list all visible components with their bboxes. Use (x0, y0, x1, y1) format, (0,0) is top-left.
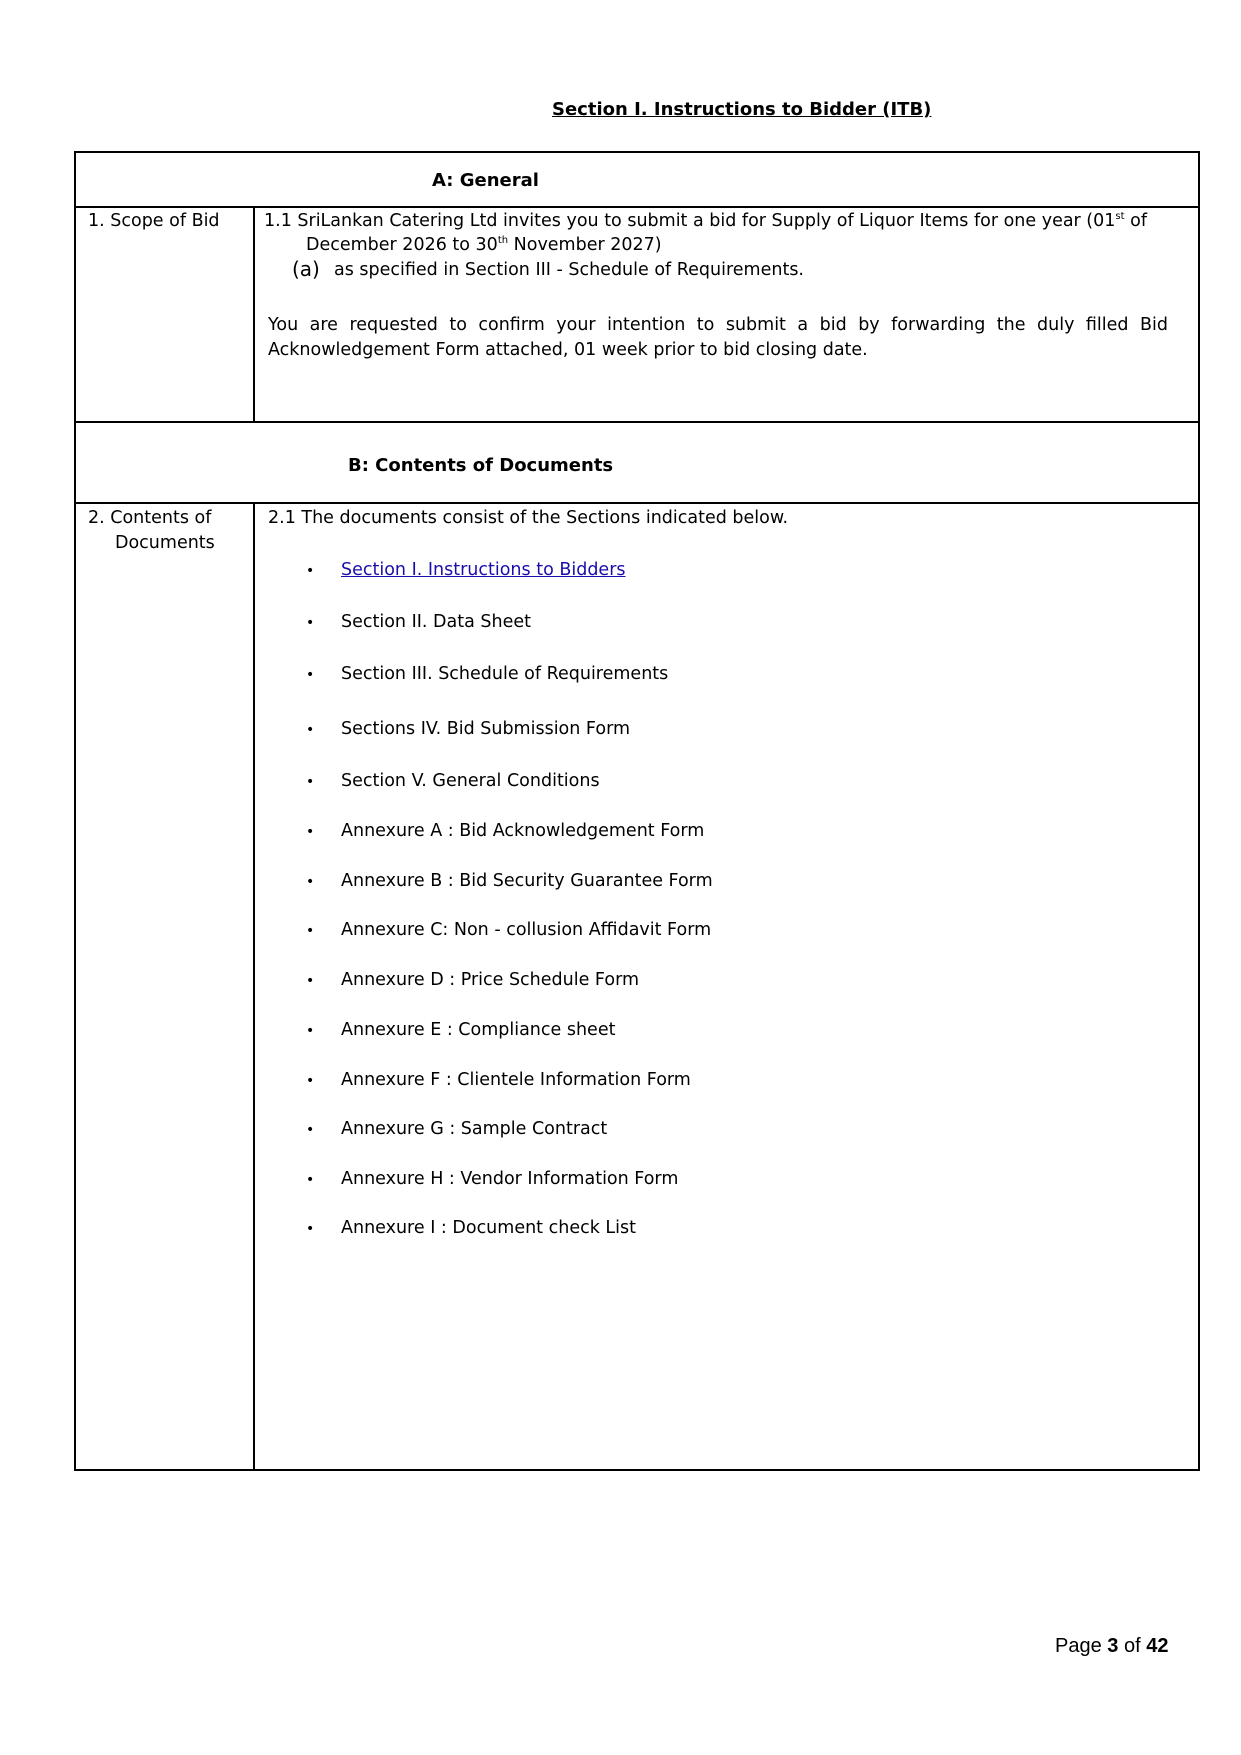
sub-item-text: as specified in Section III - Schedule of Requirements. (334, 260, 804, 280)
page-number: Page 3 of 42 (1055, 1635, 1169, 1657)
clause-2-label-line1: 2. Contents of (88, 508, 212, 528)
list-item-text: Sections IV. Bid Submission Form (341, 719, 630, 739)
bullet-icon: • (306, 667, 315, 683)
bullet-icon: • (306, 1172, 315, 1188)
clause-2-label-line2: Documents (115, 533, 215, 553)
section-i-link[interactable]: Section I. Instructions to Bidders (341, 560, 626, 580)
list-item-text: Annexure E : Compliance sheet (341, 1020, 616, 1040)
bullet-icon: • (306, 973, 315, 989)
clause-2-1-intro: 2.1 The documents consist of the Sections indicated below. (268, 508, 789, 528)
list-item-text: Annexure B : Bid Security Guarantee Form (341, 871, 713, 891)
list-item-text: Annexure I : Document check List (341, 1218, 636, 1238)
column-divider (253, 206, 255, 421)
list-item-text: Annexure G : Sample Contract (341, 1119, 608, 1139)
list-item-text: Annexure F : Clientele Information Form (341, 1070, 691, 1090)
list-item-text: Annexure C: Non - collusion Affidavit Form (341, 920, 712, 940)
bullet-icon: • (306, 563, 315, 579)
list-item-text: Section II. Data Sheet (341, 612, 531, 632)
column-divider (253, 502, 255, 1471)
bullet-icon: • (306, 722, 315, 738)
bullet-icon: • (306, 774, 315, 790)
row-divider (76, 206, 1198, 208)
list-item-text: Section III. Schedule of Requirements (341, 664, 669, 684)
acknowledgement-paragraph: You are requested to confirm your intention to submit a bid by forwarding the duly filled Bid Acknowledgement Form attached, 01 week prior to bid closing date. (268, 315, 1168, 360)
list-item-text: Section V. General Conditions (341, 771, 600, 791)
section-b-title: B: Contents of Documents (348, 455, 614, 476)
bullet-icon: • (306, 1073, 315, 1089)
clause-1-1-line1: 1.1 SriLankan Catering Ltd invites you to submit a bid for Supply of Liquor Items for one year (01st of (264, 211, 1147, 231)
itb-table (74, 151, 1200, 1471)
list-item-text: Annexure D : Price Schedule Form (341, 970, 640, 990)
section-a-title: A: General (432, 170, 539, 191)
sub-item-marker: (a) (292, 257, 320, 281)
bullet-icon: • (306, 923, 315, 939)
row-divider (76, 421, 1198, 423)
bullet-icon: • (306, 1221, 315, 1237)
bullet-icon: • (306, 615, 315, 631)
clause-1-label: 1. Scope of Bid (88, 211, 220, 231)
bullet-icon: • (306, 1023, 315, 1039)
list-item-text: Annexure A : Bid Acknowledgement Form (341, 821, 705, 841)
bullet-icon: • (306, 1122, 315, 1138)
clause-2-label (88, 506, 215, 556)
section-heading: Section I. Instructions to Bidder (ITB) (552, 99, 932, 120)
bullet-icon: • (306, 824, 315, 840)
row-divider (76, 502, 1198, 504)
bullet-icon: • (306, 874, 315, 890)
list-item-text: Annexure H : Vendor Information Form (341, 1169, 679, 1189)
clause-1-1-line2: December 2026 to 30th November 2027) (306, 235, 662, 255)
